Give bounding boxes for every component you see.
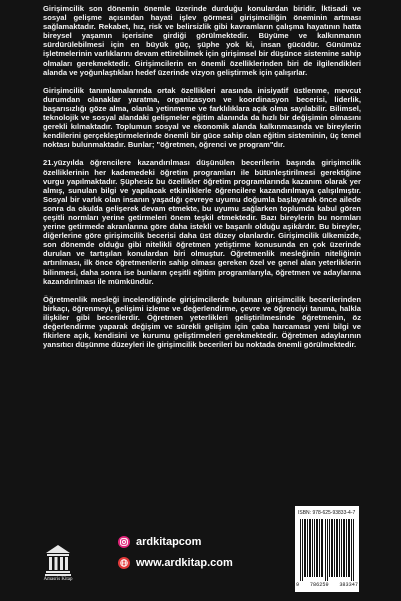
temple-logo-icon: [45, 544, 71, 576]
paragraph-3: 21.yüzyılda öğrencilere kazandırılması düşünülen becerilerin başında girişimcilik özelliklerinin her kademedeki öğretim programları ile bütünleştirilmesi gerektiğine vurgu yapılmaktadır. Şüphesiz bu özellikler öğretim programlarında kazanım olarak yer almış, sunulan bilgi ve yapılacak etkinliklerle öğrencilere kazandırılmaya çalışılmıştır. Sosyal bir varlık olan insanın yaşadığı çevreye uyumu doğumla başlayarak önce ailede sonra da okulda gelişerek devam etmekte, bu uyumu sağlarken toplumda kabul gören çeşitli normları yerine getirmeleri önem teşkil etmektedir. Bazı bireylerin bu normları yerine getirmede akranlarına göre daha istekli ve başarılı olduğu aşikârdır. Bu bireyler, diğerlerine göre girişimcilik becerisi daha üst düzey olanlardır. Girişimcilik ülkemizde, son dönemde olduğu gibi nitelikli öğretmen yetiştirme konusunda en çok üzerinde durulan ve tartışılan konulardan biri olmuştur. Öğretmenlik mesleğinin niteliğinin artırılması, ilk önce öğretmenlerin sahip olması gereken özel ve genel alan yeterliklerin bilinmesi, daha sonra ise bunların çeşitli eğitim programlarıyla, öğretmen ve adaylarına kazandırılması ile mümkündür.: [43, 158, 361, 286]
instagram-contact[interactable]: [118, 534, 233, 550]
barcode-digits: [296, 582, 358, 588]
instagram-icon: [118, 536, 130, 548]
back-cover-text: [43, 4, 361, 358]
barcode-digit-group: 786259: [309, 582, 329, 588]
isbn-barcode: [295, 506, 359, 592]
globe-icon: [118, 557, 130, 569]
barcode-digit-group: 383347: [339, 582, 358, 588]
instagram-handle: ardkitapcom: [136, 536, 202, 548]
publisher-contacts: [118, 534, 233, 576]
paragraph-1: Girişimcilik son dönemin önemle üzerinde durduğu konulardan biridir. İktisadi ve sosyal gelişme açısından hayati işlev görmesi girişimciliğin öneminin artması sağlamaktadır. Rekabet, hız, risk ve belirsizlik gibi kavramların çalışma hayatının hatta bireysel yaşamın içerisine girdiği görülmektedir. Büyüme ve kalkınmanın sürdürülebilmesi için en büyük güç, şüphe yok ki, insan gücüdür. Günümüz işletmelerinin varlıklarını devam ettirebilmek için girişimsel bir düşünce sistemine sahip olmaları gerekmektedir. Girişimcilerin en önemli özelliklerinden biri de ilgilendikleri alanda ve yoğunlaştıkları hedef üzerinde vizyon geliştirmek için çalışırlar.: [43, 4, 361, 77]
publisher-name: Amasris Kitap: [43, 577, 73, 582]
website-contact[interactable]: [118, 555, 233, 571]
barcode-digit-group: 9: [296, 582, 300, 588]
paragraph-2: Girişimcilik tanımlamalarında ortak özellikleri arasında inisiyatif üstlenme, mevcut durumdan olanaklar yaratma, organizasyon ve koordinasyon becerisi, liderlik, başarısızlığı göze alma, olanla yetinmeme ve farklılıklara açık olma sayılabilir. Bilimsel, teknolojik ve sosyal alandaki gelişmeler eğitim alanında da hızlı bir değişimin olmasını gerekli kılmaktadır. Toplumun sosyal ve ekonomik alanda kalkınmasında ve bireylerin kendilerini gerçekleştirmelerinde önemli bir güce sahip olan eğitim sisteminin, üç temel noktası bulunmaktadır. Bunlar; "öğretmen, öğrenci ve program"dır.: [43, 85, 361, 150]
paragraph-4: Öğretmenlik mesleği incelendiğinde girişimcilerde bulunan girişimcilik becerilerinden birkaçı, öğrenmeyi, gelişimi izleme ve değerlendirme, çevre ve öğrenciyi tanıma, halkla ilişkiler gibi becerilerdir. Öğretmen yeterlikleri geliştirilmesinde öğretmenin, öz değerlendirme yaparak değişim ve sürekli gelişim için çaba harcaması yeni bilgi ve fikirlere açık, kendisini ve kurumu geliştirmeleri gerekmektedir. Öğretmen adaylarının yansıtıcı düşünme düzeyleri ile girişimcilik becerileri bu noktada önemli görülmektedir.: [43, 294, 361, 350]
website-url: www.ardkitap.com: [136, 557, 233, 569]
isbn-number: ISBN: 978-625-93833-4-7: [298, 510, 356, 516]
publisher-logo: [40, 544, 76, 586]
barcode-icon: [300, 519, 354, 581]
